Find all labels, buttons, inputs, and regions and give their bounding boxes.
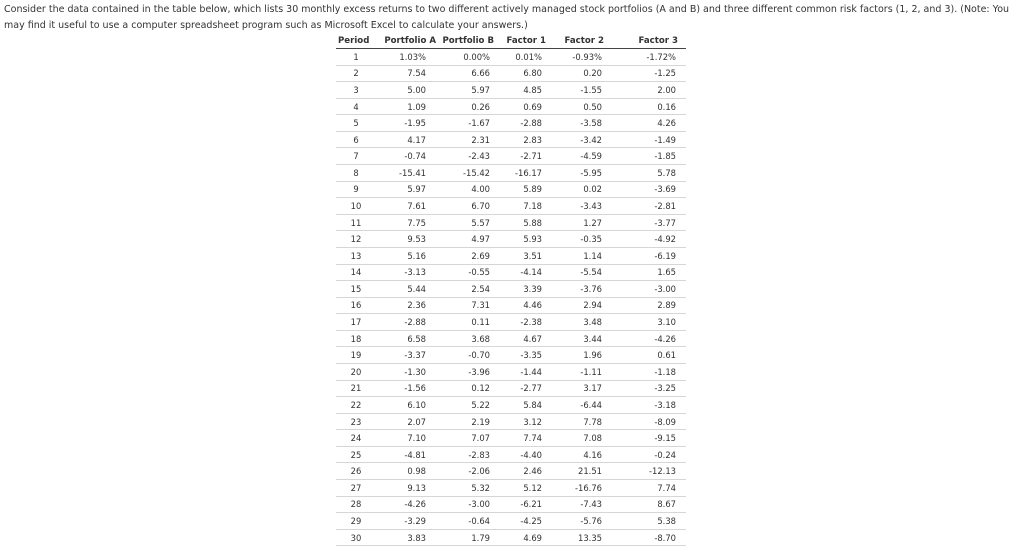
cell-factor-2: 2.94 — [548, 297, 608, 314]
table-row — [336, 413, 686, 430]
table-row — [336, 65, 686, 82]
header-factor-3: Factor 3 — [608, 34, 686, 49]
cell-factor-2: -5.95 — [548, 165, 608, 182]
table-row — [336, 446, 686, 463]
cell-period: 7 — [336, 148, 376, 165]
cell-factor-3: -3.18 — [608, 397, 686, 414]
cell-factor-2: -0.93% — [548, 49, 608, 66]
table-row — [336, 214, 686, 231]
cell-period: 18 — [336, 330, 376, 347]
cell-portfolio-b: -2.43 — [438, 148, 496, 165]
cell-factor-2: -1.11 — [548, 363, 608, 380]
cell-portfolio-a: -2.88 — [376, 314, 438, 331]
cell-period: 15 — [336, 281, 376, 298]
cell-portfolio-b: -3.00 — [438, 496, 496, 513]
cell-period: 28 — [336, 496, 376, 513]
cell-portfolio-a: -1.56 — [376, 380, 438, 397]
cell-factor-1: 3.51 — [496, 247, 548, 264]
cell-factor-3: 7.74 — [608, 480, 686, 497]
cell-factor-2: -6.44 — [548, 397, 608, 414]
cell-period: 10 — [336, 198, 376, 215]
cell-factor-3: 5.78 — [608, 165, 686, 182]
cell-factor-3: -3.77 — [608, 214, 686, 231]
cell-factor-2: 0.50 — [548, 98, 608, 115]
cell-period: 13 — [336, 247, 376, 264]
cell-portfolio-b: 2.19 — [438, 413, 496, 430]
cell-factor-2: -7.43 — [548, 496, 608, 513]
table-row — [336, 181, 686, 198]
cell-factor-1: 7.74 — [496, 430, 548, 447]
cell-portfolio-b: -0.55 — [438, 264, 496, 281]
cell-factor-1: -2.88 — [496, 115, 548, 132]
cell-factor-3: -3.00 — [608, 281, 686, 298]
cell-factor-2: -16.76 — [548, 480, 608, 497]
cell-portfolio-a: 7.75 — [376, 214, 438, 231]
cell-portfolio-b: 7.31 — [438, 297, 496, 314]
cell-factor-2: -1.55 — [548, 82, 608, 99]
cell-period: 26 — [336, 463, 376, 480]
cell-factor-1: 2.46 — [496, 463, 548, 480]
cell-factor-1: 3.39 — [496, 281, 548, 298]
cell-factor-3: 3.10 — [608, 314, 686, 331]
cell-portfolio-b: 5.22 — [438, 397, 496, 414]
cell-portfolio-a: -4.81 — [376, 446, 438, 463]
cell-factor-1: 6.80 — [496, 65, 548, 82]
cell-portfolio-b: 4.00 — [438, 181, 496, 198]
cell-period: 25 — [336, 446, 376, 463]
cell-portfolio-a: -1.95 — [376, 115, 438, 132]
cell-portfolio-a: 2.07 — [376, 413, 438, 430]
cell-factor-3: -4.26 — [608, 330, 686, 347]
cell-portfolio-a: 7.61 — [376, 198, 438, 215]
table-row — [336, 430, 686, 447]
cell-portfolio-a: 4.17 — [376, 131, 438, 148]
cell-portfolio-b: 4.97 — [438, 231, 496, 248]
cell-factor-1: 0.69 — [496, 98, 548, 115]
cell-factor-1: -4.40 — [496, 446, 548, 463]
cell-factor-3: 8.67 — [608, 496, 686, 513]
cell-portfolio-a: -15.41 — [376, 165, 438, 182]
cell-factor-3: -0.24 — [608, 446, 686, 463]
table-row — [336, 165, 686, 182]
cell-portfolio-b: 6.66 — [438, 65, 496, 82]
cell-factor-1: -4.25 — [496, 513, 548, 530]
table-body — [336, 49, 686, 546]
cell-factor-1: -2.77 — [496, 380, 548, 397]
table-row — [336, 380, 686, 397]
table-header-row — [336, 34, 686, 49]
cell-portfolio-b: 6.70 — [438, 198, 496, 215]
cell-factor-3: 2.00 — [608, 82, 686, 99]
cell-period: 20 — [336, 363, 376, 380]
cell-factor-2: 7.08 — [548, 430, 608, 447]
cell-portfolio-a: -4.26 — [376, 496, 438, 513]
cell-factor-1: -2.71 — [496, 148, 548, 165]
table-row — [336, 131, 686, 148]
cell-period: 17 — [336, 314, 376, 331]
cell-period: 12 — [336, 231, 376, 248]
cell-period: 1 — [336, 49, 376, 66]
cell-factor-1: 5.93 — [496, 231, 548, 248]
question-intro-text: Consider the data contained in the table below, which lists 30 monthly excess returns to two different actively managed stock portfolios (A and B) and three different common risk factors (1, 2, and 3). (Note: You may find it useful to use a computer spreadsheet program such as Microsoft Excel to calculate your answers.) — [4, 4, 1010, 31]
cell-portfolio-b: 0.26 — [438, 98, 496, 115]
cell-factor-3: 1.65 — [608, 264, 686, 281]
cell-factor-3: -1.72% — [608, 49, 686, 66]
cell-factor-3: -6.19 — [608, 247, 686, 264]
cell-factor-2: 0.20 — [548, 65, 608, 82]
cell-period: 27 — [336, 480, 376, 497]
cell-factor-1: -4.14 — [496, 264, 548, 281]
cell-factor-3: -2.81 — [608, 198, 686, 215]
cut-off-following-text — [4, 490, 1020, 496]
cell-factor-2: -3.76 — [548, 281, 608, 298]
cell-period: 4 — [336, 98, 376, 115]
cell-factor-2: -0.35 — [548, 231, 608, 248]
cell-factor-1: 5.12 — [496, 480, 548, 497]
table-row — [336, 397, 686, 414]
cell-factor-1: -6.21 — [496, 496, 548, 513]
cell-factor-1: 2.83 — [496, 131, 548, 148]
header-factor-1: Factor 1 — [496, 34, 548, 49]
cell-factor-1: -16.17 — [496, 165, 548, 182]
cell-factor-2: -5.54 — [548, 264, 608, 281]
cell-factor-1: -3.35 — [496, 347, 548, 364]
cell-factor-3: 0.61 — [608, 347, 686, 364]
cell-portfolio-b: 5.97 — [438, 82, 496, 99]
returns-table-container — [336, 34, 686, 546]
cell-period: 30 — [336, 529, 376, 546]
table-row — [336, 247, 686, 264]
cell-factor-3: -1.25 — [608, 65, 686, 82]
cell-factor-2: 0.02 — [548, 181, 608, 198]
cell-portfolio-b: -2.06 — [438, 463, 496, 480]
cell-factor-3: -1.85 — [608, 148, 686, 165]
cell-period: 3 — [336, 82, 376, 99]
cell-portfolio-b: 0.11 — [438, 314, 496, 331]
cell-factor-1: 4.85 — [496, 82, 548, 99]
cell-factor-2: 7.78 — [548, 413, 608, 430]
table-row — [336, 198, 686, 215]
cell-portfolio-a: 9.13 — [376, 480, 438, 497]
table-row — [336, 330, 686, 347]
cell-factor-2: -5.76 — [548, 513, 608, 530]
cell-period: 22 — [336, 397, 376, 414]
cell-period: 23 — [336, 413, 376, 430]
cell-portfolio-b: 5.57 — [438, 214, 496, 231]
cell-period: 11 — [336, 214, 376, 231]
table-row — [336, 82, 686, 99]
cell-factor-3: 2.89 — [608, 297, 686, 314]
cell-portfolio-b: -0.64 — [438, 513, 496, 530]
cell-factor-1: 5.84 — [496, 397, 548, 414]
cell-factor-1: 5.88 — [496, 214, 548, 231]
cell-portfolio-a: 5.97 — [376, 181, 438, 198]
cell-factor-1: 7.18 — [496, 198, 548, 215]
cell-factor-3: -3.69 — [608, 181, 686, 198]
cell-portfolio-a: 5.44 — [376, 281, 438, 298]
cell-period: 24 — [336, 430, 376, 447]
cell-period: 19 — [336, 347, 376, 364]
cell-portfolio-a: -0.74 — [376, 148, 438, 165]
cell-portfolio-b: 5.32 — [438, 480, 496, 497]
table-row — [336, 529, 686, 546]
cell-portfolio-b: 7.07 — [438, 430, 496, 447]
cell-factor-3: -9.15 — [608, 430, 686, 447]
cell-factor-1: -2.38 — [496, 314, 548, 331]
table-row — [336, 513, 686, 530]
cell-factor-2: 1.14 — [548, 247, 608, 264]
header-portfolio-a: Portfolio A — [376, 34, 438, 49]
table-row — [336, 297, 686, 314]
cell-factor-2: -4.59 — [548, 148, 608, 165]
cell-portfolio-b: 0.12 — [438, 380, 496, 397]
cell-factor-2: 3.17 — [548, 380, 608, 397]
cell-period: 16 — [336, 297, 376, 314]
cell-period: 29 — [336, 513, 376, 530]
table-row — [336, 314, 686, 331]
cell-period: 6 — [336, 131, 376, 148]
table-row — [336, 463, 686, 480]
cell-portfolio-b: -3.96 — [438, 363, 496, 380]
cell-factor-1: 4.67 — [496, 330, 548, 347]
cell-factor-1: 0.01% — [496, 49, 548, 66]
cell-portfolio-a: -3.37 — [376, 347, 438, 364]
cell-factor-1: 4.69 — [496, 529, 548, 546]
table-row — [336, 49, 686, 66]
cell-portfolio-a: 7.54 — [376, 65, 438, 82]
cell-factor-3: 0.16 — [608, 98, 686, 115]
cell-portfolio-b: -0.70 — [438, 347, 496, 364]
cell-period: 8 — [336, 165, 376, 182]
cell-portfolio-b: 2.31 — [438, 131, 496, 148]
cell-portfolio-a: -3.13 — [376, 264, 438, 281]
header-factor-2: Factor 2 — [548, 34, 608, 49]
cell-portfolio-b: 2.54 — [438, 281, 496, 298]
table-row — [336, 347, 686, 364]
cell-portfolio-b: 0.00% — [438, 49, 496, 66]
cell-factor-3: -4.92 — [608, 231, 686, 248]
table-row — [336, 363, 686, 380]
table-row — [336, 231, 686, 248]
cell-factor-2: 3.48 — [548, 314, 608, 331]
cell-period: 21 — [336, 380, 376, 397]
cell-portfolio-a: 2.36 — [376, 297, 438, 314]
cell-portfolio-a: -1.30 — [376, 363, 438, 380]
cell-factor-2: 4.16 — [548, 446, 608, 463]
table-row — [336, 148, 686, 165]
cell-portfolio-b: -1.67 — [438, 115, 496, 132]
cell-factor-3: 4.26 — [608, 115, 686, 132]
cell-factor-2: -3.58 — [548, 115, 608, 132]
cell-portfolio-a: 3.83 — [376, 529, 438, 546]
cell-portfolio-a: 0.98 — [376, 463, 438, 480]
cell-factor-2: 1.27 — [548, 214, 608, 231]
cell-factor-3: -3.25 — [608, 380, 686, 397]
header-portfolio-b: Portfolio B — [438, 34, 496, 49]
cell-portfolio-b: -2.83 — [438, 446, 496, 463]
cell-factor-3: 5.38 — [608, 513, 686, 530]
table-row — [336, 115, 686, 132]
cell-portfolio-b: -15.42 — [438, 165, 496, 182]
cell-factor-1: 4.46 — [496, 297, 548, 314]
cell-portfolio-b: 2.69 — [438, 247, 496, 264]
cell-portfolio-a: 6.10 — [376, 397, 438, 414]
table-row — [336, 264, 686, 281]
cell-factor-3: -8.70 — [608, 529, 686, 546]
header-period: Period — [336, 34, 376, 49]
cell-portfolio-a: 7.10 — [376, 430, 438, 447]
cell-portfolio-a: 9.53 — [376, 231, 438, 248]
cell-factor-1: -1.44 — [496, 363, 548, 380]
table-row — [336, 98, 686, 115]
cell-portfolio-b: 3.68 — [438, 330, 496, 347]
cell-factor-2: 1.96 — [548, 347, 608, 364]
returns-table — [336, 34, 686, 546]
cell-factor-3: -8.09 — [608, 413, 686, 430]
cell-portfolio-a: -3.29 — [376, 513, 438, 530]
cell-factor-3: -1.18 — [608, 363, 686, 380]
table-row — [336, 281, 686, 298]
cell-period: 5 — [336, 115, 376, 132]
cell-portfolio-a: 1.09 — [376, 98, 438, 115]
cell-factor-3: -12.13 — [608, 463, 686, 480]
cell-period: 14 — [336, 264, 376, 281]
cell-factor-2: 21.51 — [548, 463, 608, 480]
cell-factor-2: -3.43 — [548, 198, 608, 215]
cell-portfolio-a: 5.00 — [376, 82, 438, 99]
cell-factor-3: -1.49 — [608, 131, 686, 148]
cell-portfolio-a: 5.16 — [376, 247, 438, 264]
cell-factor-2: -3.42 — [548, 131, 608, 148]
cell-portfolio-a: 6.58 — [376, 330, 438, 347]
cell-period: 2 — [336, 65, 376, 82]
cell-portfolio-a: 1.03% — [376, 49, 438, 66]
cell-factor-1: 3.12 — [496, 413, 548, 430]
table-row — [336, 496, 686, 513]
cell-factor-2: 3.44 — [548, 330, 608, 347]
cell-portfolio-b: 1.79 — [438, 529, 496, 546]
cell-period: 9 — [336, 181, 376, 198]
cell-factor-1: 5.89 — [496, 181, 548, 198]
cell-factor-2: 13.35 — [548, 529, 608, 546]
